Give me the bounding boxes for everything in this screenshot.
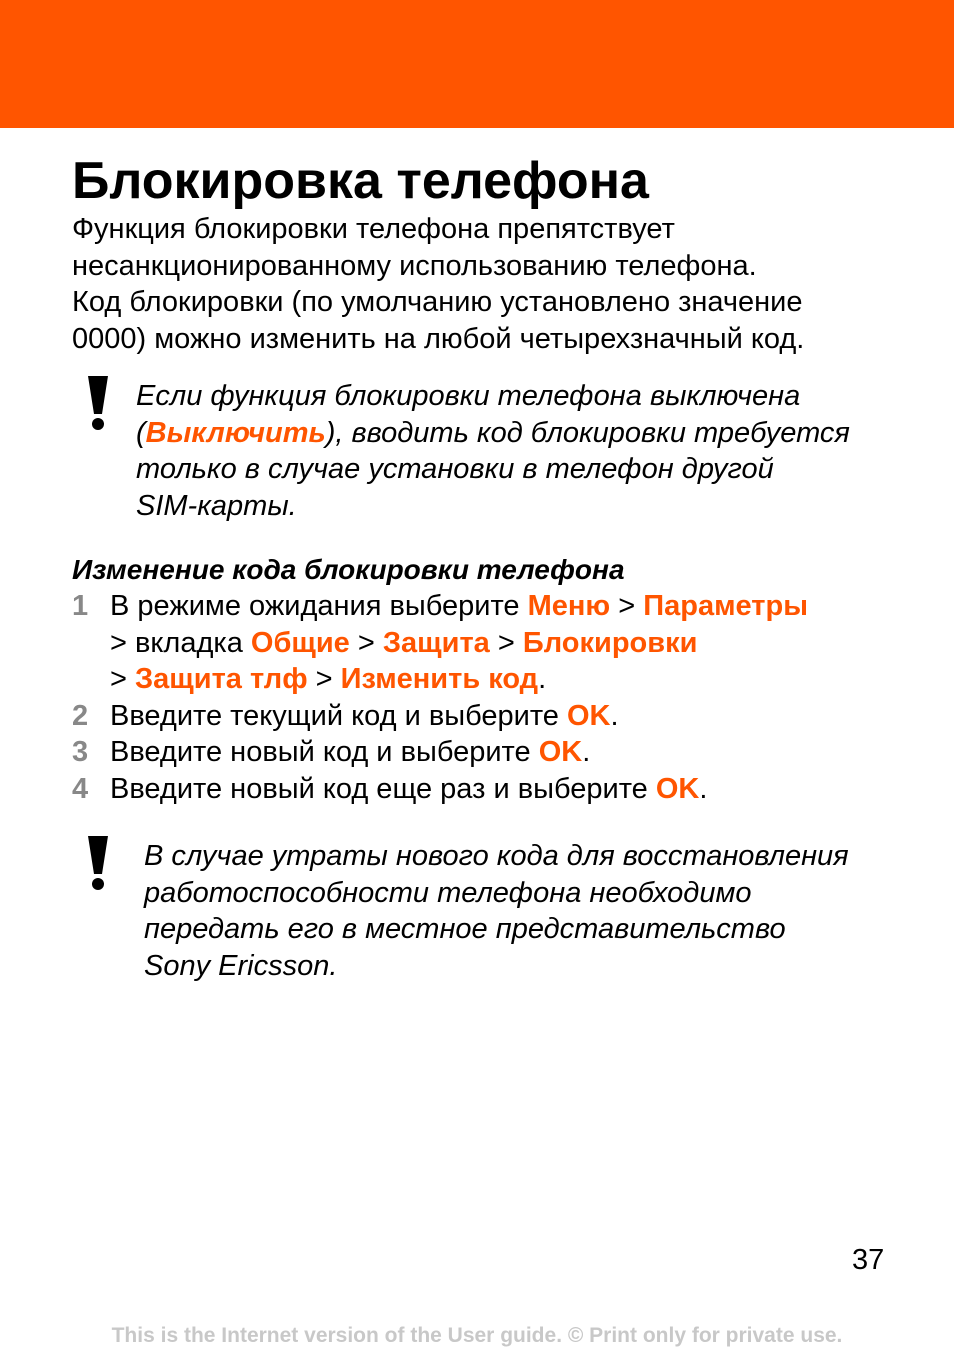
step-number: 1 [72, 590, 89, 622]
step-line [110, 661, 808, 698]
note-line: работоспособности телефона необходимо [144, 876, 752, 909]
note-line: Если функция блокировки телефона выключена [136, 380, 801, 412]
note-line: Sony Ericsson. [144, 949, 338, 982]
steps-list [72, 588, 808, 807]
separator: > [489, 626, 523, 659]
footer-disclaimer: This is the Internet version of the User guide. © Print only for private use. [111, 1324, 843, 1347]
top-banner [0, 0, 954, 128]
intro-paragraph [72, 211, 912, 357]
step-number: 4 [72, 772, 89, 805]
page-title: Блокировка телефона [72, 152, 649, 210]
step-text: > вкладка [110, 626, 251, 659]
separator: > [349, 626, 383, 659]
step-line [110, 588, 808, 625]
step-text: Введите новый код еще раз и выберите [110, 772, 656, 805]
step-text: > [110, 663, 135, 695]
step-end: . [610, 699, 619, 732]
intro-line: 0000) можно изменить на любой четырехзначный код. [72, 322, 805, 355]
note-line: передать его в местное представительство [144, 913, 786, 945]
general-tab-label: Общие [250, 626, 350, 659]
step-text: Введите текущий код и выберите [110, 699, 567, 732]
section-subheading: Изменение кода блокировки телефона [72, 554, 625, 585]
page-number: 37 [852, 1244, 885, 1276]
step-end: . [538, 663, 547, 695]
note-lost-code [144, 838, 849, 984]
exclamation-icon [86, 374, 110, 432]
menu-label: Меню [527, 590, 611, 622]
step-number: 2 [72, 699, 89, 732]
step-text: Введите новый код и выберите [110, 736, 539, 768]
settings-label: Параметры [643, 590, 808, 622]
step-item [72, 588, 808, 698]
note-line [136, 415, 850, 452]
security-label: Защита [382, 626, 490, 659]
ok-label: OK [538, 736, 583, 768]
change-code-label: Изменить код [340, 663, 539, 695]
separator: > [307, 663, 341, 695]
ok-label: OK [655, 772, 700, 805]
ok-label: OK [566, 699, 611, 732]
intro-line: несанкционированному использованию телефона. [72, 249, 757, 282]
step-end: . [582, 736, 591, 768]
locks-label: Блокировки [522, 626, 698, 659]
step-item [72, 698, 808, 735]
step-line [110, 625, 808, 662]
step-number: 3 [72, 736, 89, 768]
note-line: только в случае установки в телефон другой [136, 453, 774, 485]
separator: > [610, 590, 644, 622]
note-paren: ( [136, 416, 146, 449]
note-line: SIM-карты. [136, 489, 297, 522]
note-text: ), вводить код блокировки требуется [325, 416, 850, 449]
note-lock-disabled [136, 378, 850, 524]
note-line: В случае утраты нового кода для восстановления [144, 840, 849, 872]
exclamation-icon [86, 834, 110, 892]
disable-option-label: Выключить [145, 416, 326, 449]
step-end: . [699, 772, 708, 805]
intro-line: Код блокировки (по умолчанию установлено значение [72, 286, 803, 318]
step-text: В режиме ожидания выберите [110, 590, 528, 622]
step-item [72, 734, 808, 771]
step-item [72, 771, 808, 808]
intro-line: Функция блокировки телефона препятствует [72, 213, 675, 245]
phone-lock-label: Защита тлф [135, 663, 308, 695]
